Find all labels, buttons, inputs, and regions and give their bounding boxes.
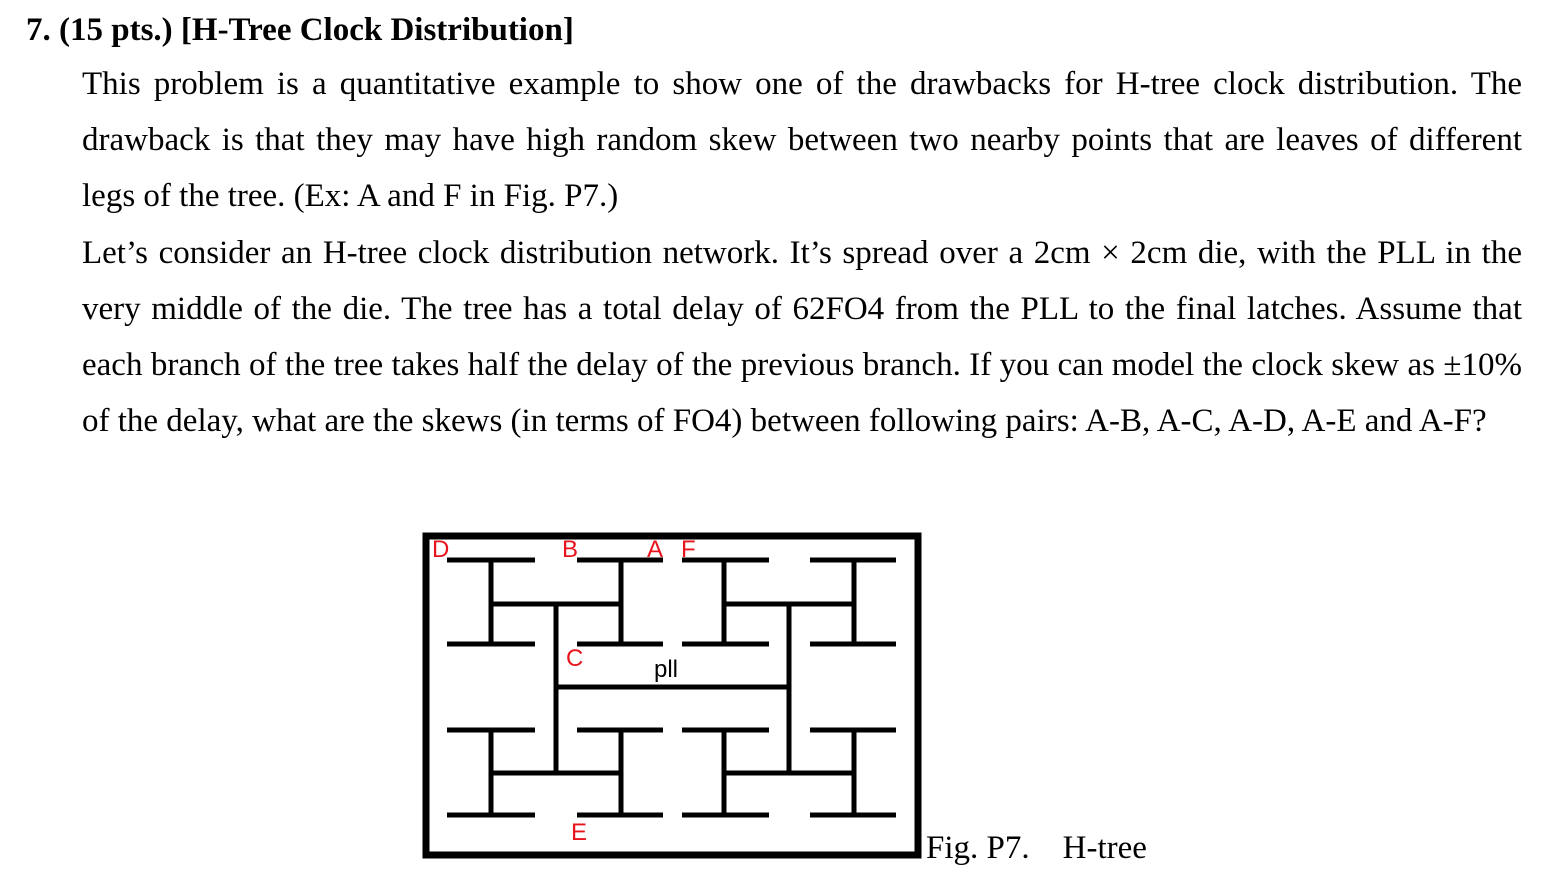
point-label-e: E xyxy=(571,819,588,846)
pll-label: pll xyxy=(654,656,679,683)
problem-paragraph-1: This problem is a quantitative example to show one of the drawbacks for H-tree clock distribution. The drawback is that they may have high random skew between two nearby points that are leaves of different legs of the tree. (Ex: A and F in Fig. P7.) xyxy=(82,66,1522,214)
point-label-f: F xyxy=(681,536,696,563)
problem-title: 7. (15 pts.) [H-Tree Clock Distribution] xyxy=(26,12,574,48)
die-outline xyxy=(426,536,918,855)
point-label-d: D xyxy=(432,536,450,563)
problem-paragraph-2: Let’s consider an H-tree clock distribution network. It’s spread over a 2cm × 2cm die, with the PLL in the very middle of the die. The tree has a total delay of 62FO4 from the PLL to the final latches. Assume that each branch of the tree takes half the delay of the previous branch. If you can model the clock skew as ±10% of the delay, what are the skews (in terms of FO4) between following pairs: A-B, A-C, A-D, A-E and A-F? xyxy=(82,235,1522,439)
point-label-a: A xyxy=(647,536,664,563)
point-label-b: B xyxy=(562,536,579,563)
figure-caption: Fig. P7. H-tree xyxy=(926,830,1147,866)
point-label-c: C xyxy=(566,645,584,672)
